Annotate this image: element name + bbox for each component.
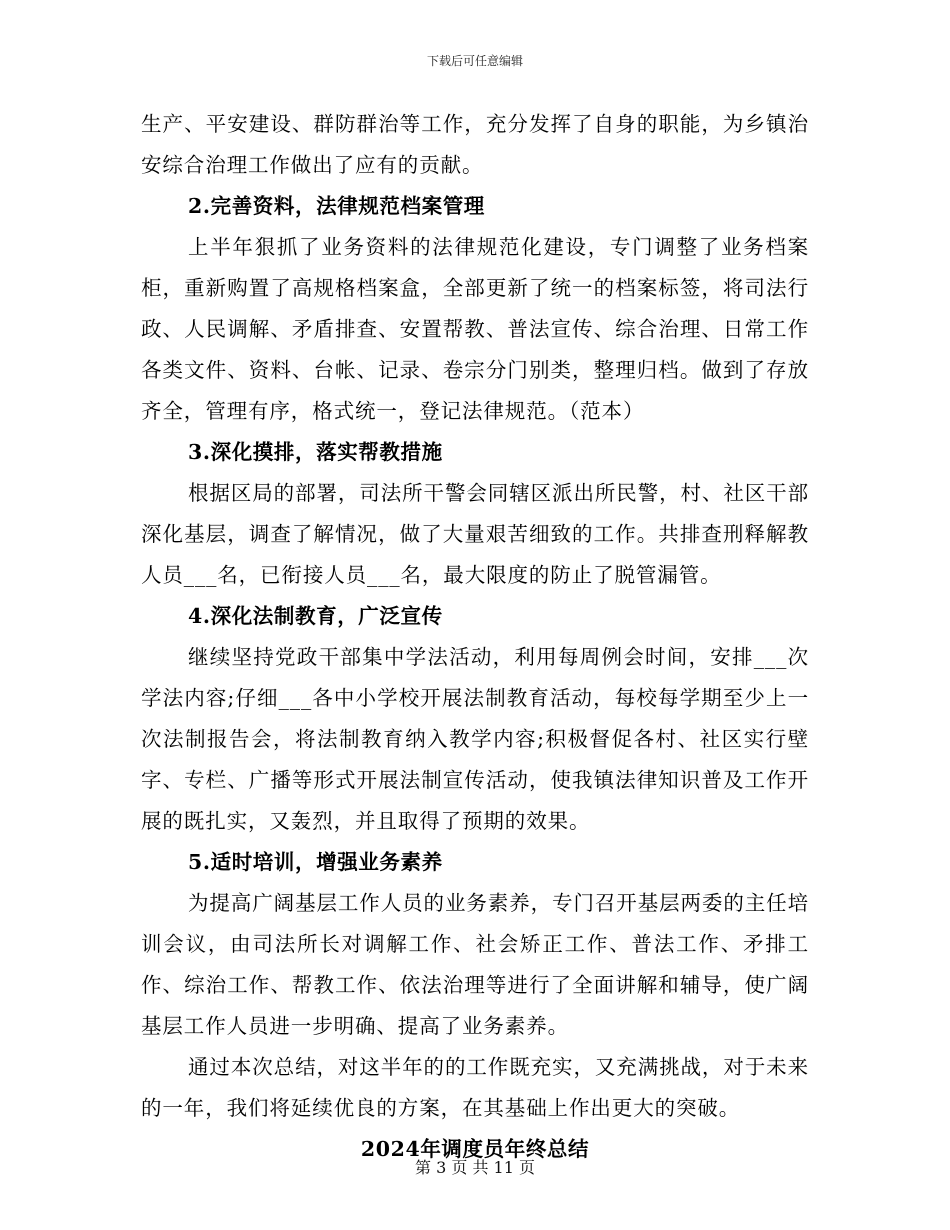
paragraph-archive-management: 上半年狠抓了业务资料的法律规范化建设，专门调整了业务档案柜，重新购置了高规格档案盒，全部更新了统一的档案标签，将司法行政、人民调解、矛盾排查、安置帮教、普法宣传、综合治理、日常工作各类文件、资料、台帐、记录、卷宗分门别类，整理归档。做到了存放齐全，管理有序，格式统一，登记法律规范。（范本） [141, 235, 809, 423]
page-header: 下载后可任意编辑 [426, 54, 523, 68]
section-heading-2: 2.完善资料，法律规范档案管理 [188, 194, 485, 218]
paragraph-investigation: 根据区局的部署，司法所干警会同辖区派出所民警，村、社区干部深化基层，调查了解情况，做了大量艰苦细致的工作。共排查刑释解教人员___名，已衔接人员___名，最大限度的防止了脱管漏管。 [141, 481, 809, 587]
page-footer: 第 3 页 共 11 页 [415, 1158, 535, 1177]
document-body [141, 104, 809, 1170]
paragraph-continued: 生产、平安建设、群防群治等工作，充分发挥了自身的职能，为乡镇治安综合治理工作做出了应有的贡献。 [141, 112, 809, 177]
section-heading-3: 3.深化摸排，落实帮教措施 [188, 440, 443, 464]
next-document-title: 2024年调度员年终总结 [360, 1137, 590, 1161]
paragraph-legal-education: 继续坚持党政干部集中学法活动，利用每周例会时间，安排___次学法内容;仔细___各中小学校开展法制教育活动，每校每学期至少上一次法制报告会，将法制教育纳入教学内容;积极督促各村、社区实行壁字、专栏、广播等形式开展法制宣传活动，使我镇法律知识普及工作开展的既扎实，又轰烈，并且取得了预期的效果。 [141, 645, 809, 833]
paragraph-conclusion: 通过本次总结，对这半年的的工作既充实，又充满挑战，对于未来的一年，我们将延续优良的方案，在其基础上作出更大的突破。 [141, 1055, 809, 1120]
paragraph-training: 为提高广阔基层工作人员的业务素养，专门召开基层两委的主任培训会议，由司法所长对调解工作、社会矫正工作、普法工作、矛排工作、综治工作、帮教工作、依法治理等进行了全面讲解和辅导，使广阔基层工作人员进一步明确、提高了业务素养。 [141, 891, 809, 1038]
section-heading-4: 4.深化法制教育，广泛宣传 [188, 604, 443, 628]
section-heading-5: 5.适时培训，增强业务素养 [188, 850, 443, 874]
